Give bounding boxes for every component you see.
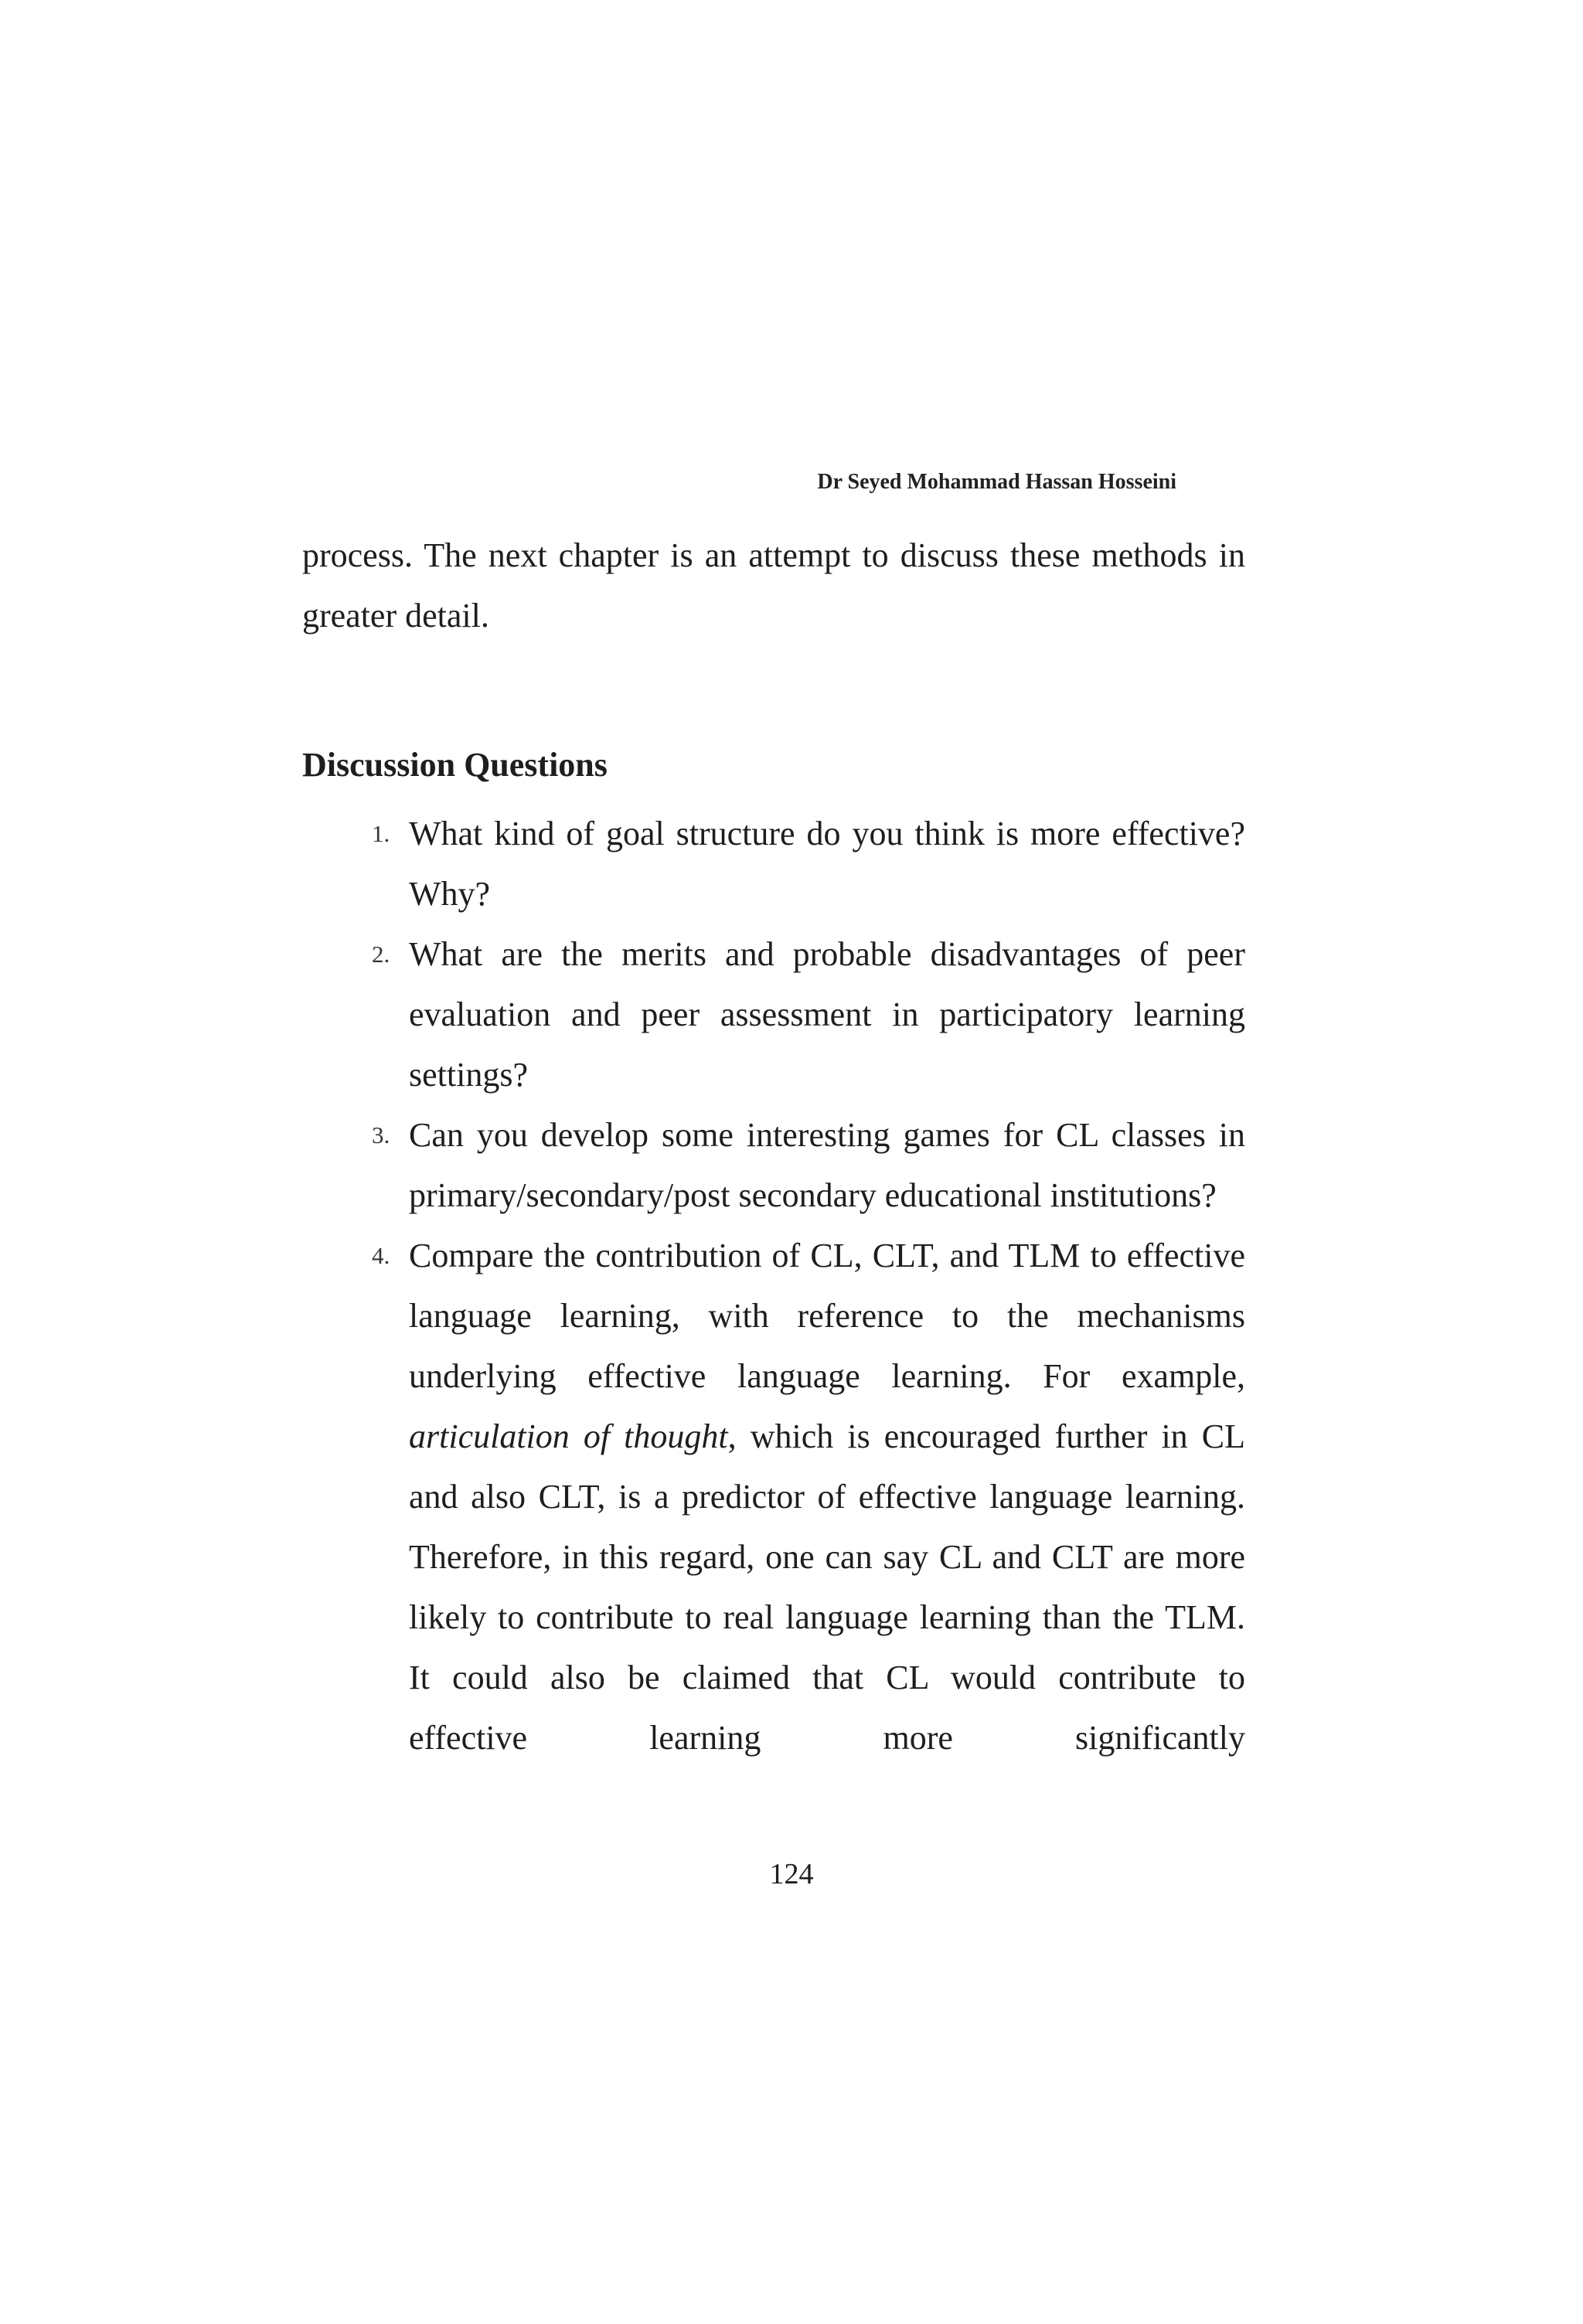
question-text-part: Compare the contribution of CL, CLT, and TLM to effective language learning, with reference to the mechanisms underlying effective language learning. For example, bbox=[409, 1237, 1245, 1395]
question-item-2 bbox=[302, 924, 1245, 1105]
discussion-questions-list bbox=[302, 804, 1245, 1768]
question-item-1 bbox=[302, 804, 1245, 924]
question-text: What kind of goal structure do you think is more effective? Why? bbox=[409, 815, 1245, 913]
question-number: 1. bbox=[372, 820, 390, 847]
question-item-4 bbox=[302, 1226, 1245, 1768]
body-paragraph: process. The next chapter is an attempt to discuss these methods in greater detail. bbox=[302, 536, 1245, 635]
question-text: Can you develop some interesting games for CL classes in primary/secondary/post secondary educational institutions? bbox=[409, 1116, 1245, 1214]
page-number: 124 bbox=[769, 1858, 814, 1890]
question-number: 3. bbox=[372, 1121, 390, 1148]
question-text-part: , which is encouraged further in CL and also CLT, is a predictor of effective language learning. Therefore, in this regard, one can say CL and CLT are more likely to contribute to real language learning than the TLM. It could also be claimed that CL would contribute to effective learning more significantly bbox=[409, 1417, 1245, 1757]
question-item-3 bbox=[302, 1105, 1245, 1226]
section-heading: Discussion Questions bbox=[302, 746, 608, 784]
question-text-italic: articulation of thought bbox=[409, 1417, 728, 1455]
question-number: 2. bbox=[372, 941, 390, 968]
question-number: 4. bbox=[372, 1242, 390, 1269]
running-head-author: Dr Seyed Mohammad Hassan Hosseini bbox=[817, 470, 1176, 494]
question-text: What are the merits and probable disadvantages of peer evaluation and peer assessment in participatory learning settings? bbox=[409, 935, 1245, 1094]
question-text bbox=[409, 1226, 1245, 1768]
